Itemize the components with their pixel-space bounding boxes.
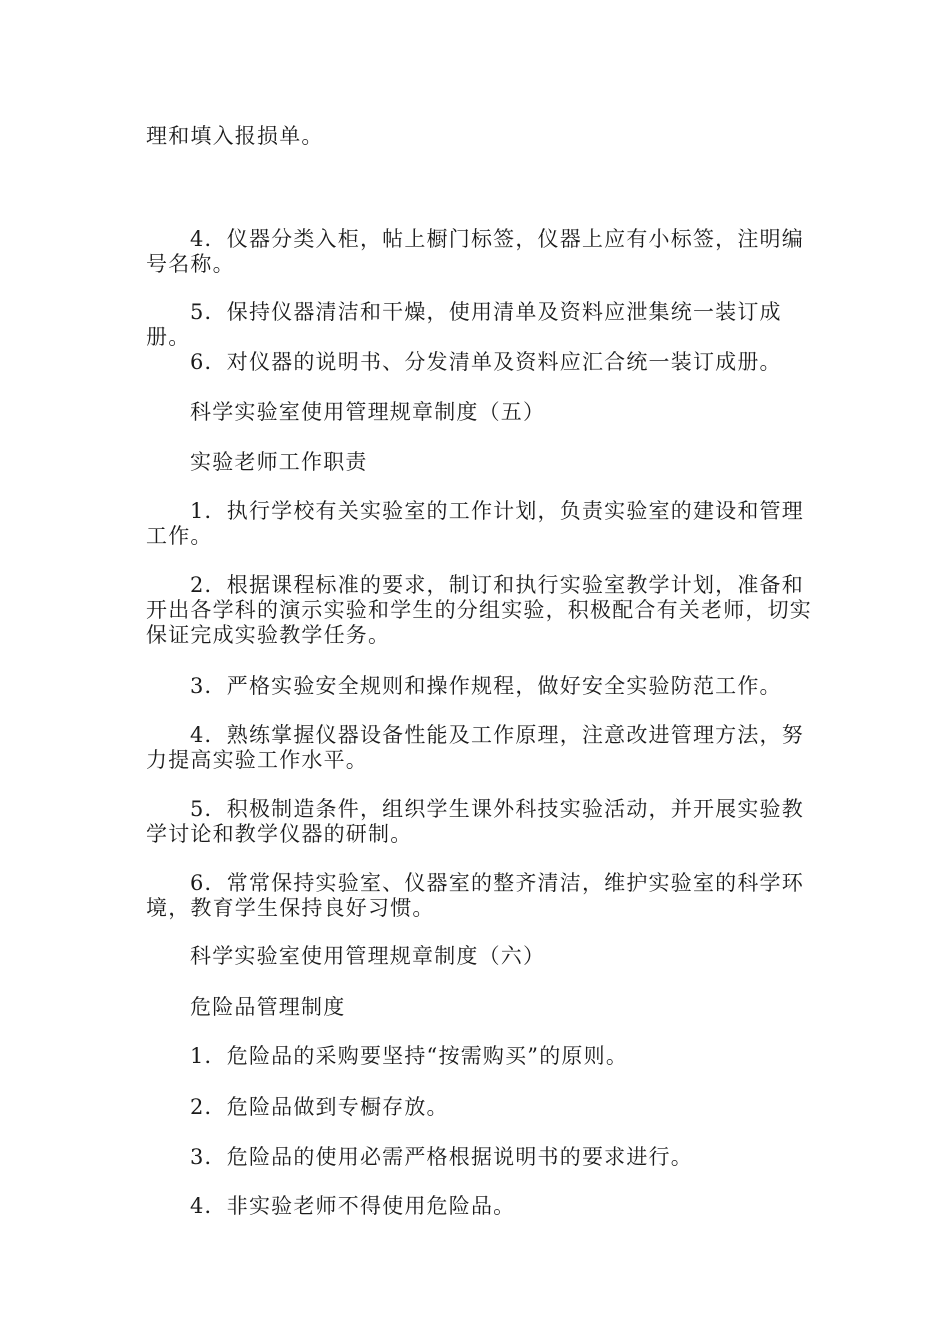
subsection-heading-hazardous-materials: 危险品管理制度 bbox=[190, 995, 346, 1019]
paragraph-instrument-item-4: 4．仪器分类入柜，帖上橱门标签，仪器上应有小标签，注明编号名称。 bbox=[146, 227, 804, 276]
paragraph-duty-2: 2．根据课程标准的要求，制订和执行实验室教学计划，准备和开出各学科的演示实验和学生的分组实验，积极配合有关老师，切实保证完成实验教学任务。 bbox=[146, 573, 812, 647]
paragraph-continuation: 理和填入报损单。 bbox=[146, 124, 324, 148]
paragraph-duty-1: 1．执行学校有关实验室的工作计划，负责实验室的建设和管理工作。 bbox=[146, 499, 804, 548]
paragraph-instrument-item-6: 6．对仪器的说明书、分发清单及资料应汇合统一装订成册。 bbox=[190, 350, 782, 374]
paragraph-hazard-rule-3: 3．危险品的使用必需严格根据说明书的要求进行。 bbox=[190, 1145, 693, 1169]
paragraph-hazard-rule-4: 4．非实验老师不得使用危险品。 bbox=[190, 1194, 516, 1218]
paragraph-duty-4: 4．熟练掌握仪器设备性能及工作原理，注意改进管理方法，努力提高实验工作水平。 bbox=[146, 723, 804, 772]
paragraph-duty-6: 6．常常保持实验室、仪器室的整齐清洁，维护实验室的科学环境，教育学生保持良好习惯。 bbox=[146, 871, 804, 920]
paragraph-instrument-item-5: 5．保持仪器清洁和干燥，使用清单及资料应泄集统一装订成册。 bbox=[146, 300, 782, 349]
section-heading-six: 科学实验室使用管理规章制度（六） bbox=[190, 944, 546, 968]
section-heading-five: 科学实验室使用管理规章制度（五） bbox=[190, 400, 546, 424]
paragraph-duty-3: 3．严格实验安全规则和操作规程，做好安全实验防范工作。 bbox=[190, 674, 782, 698]
paragraph-hazard-rule-1: 1．危险品的采购要坚持“按需购买”的原则。 bbox=[190, 1044, 629, 1068]
subsection-heading-teacher-duties: 实验老师工作职责 bbox=[190, 450, 368, 474]
paragraph-duty-5: 5．积极制造条件，组织学生课外科技实验活动，并开展实验教学讨论和教学仪器的研制。 bbox=[146, 797, 804, 846]
paragraph-hazard-rule-2: 2．危险品做到专橱存放。 bbox=[190, 1095, 449, 1119]
